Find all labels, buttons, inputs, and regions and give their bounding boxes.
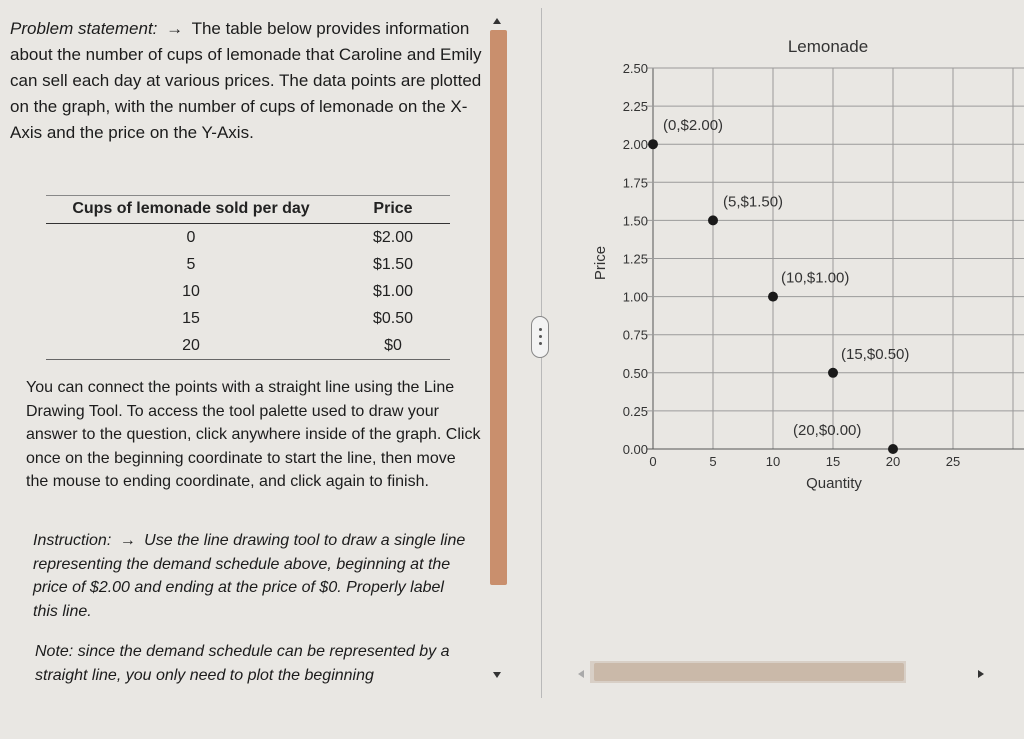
cell-cups: 0 [186, 228, 196, 246]
cell-price: $0 [336, 332, 450, 360]
scroll-left-arrow-icon[interactable] [578, 670, 584, 678]
demand-schedule-table [46, 195, 450, 360]
x-tick-label: 0 [649, 454, 657, 469]
column-header-price: Price [336, 196, 450, 224]
data-point-label: (20,$0.00) [793, 422, 862, 439]
data-point-label: (15,$0.50) [841, 345, 910, 363]
table-header-row [46, 196, 450, 224]
data-point-label: (5,$1.50) [723, 193, 784, 211]
y-tick-label: 0.50 [622, 365, 648, 381]
pane-splitter-handle[interactable] [531, 316, 549, 358]
problem-panel [0, 0, 486, 700]
y-axis-label: Price [592, 245, 609, 281]
y-tick-label: 1.00 [622, 289, 648, 305]
x-tick-label: 5 [709, 454, 717, 469]
problem-label: Problem statement: [10, 19, 158, 38]
data-point [708, 215, 718, 225]
arrow-icon: → [166, 19, 184, 38]
cell-cups: 10 [182, 282, 200, 300]
table-row [46, 305, 450, 332]
problem-text: The table below provides information about the number of cups of lemonade that Caroline and Emily can sell each day at various prices. The data points are plotted on the graph, with the number of cups of lemonade on the X-Axis and the price on the Y-Axis. [10, 19, 482, 142]
y-tick-label: 0.75 [622, 327, 648, 343]
scroll-right-arrow-icon[interactable] [978, 670, 984, 678]
y-tick-label: 0.25 [622, 403, 648, 419]
problem-statement [10, 16, 482, 146]
table-row [46, 251, 450, 278]
instruction-label: Instruction: [33, 532, 112, 549]
x-tick-label: 20 [885, 454, 901, 469]
x-tick-label: 15 [825, 454, 841, 469]
data-point [648, 139, 658, 149]
horizontal-scrollbar-thumb[interactable] [594, 663, 904, 681]
x-tick-label: 25 [945, 454, 961, 469]
instruction-body: Use the line drawing tool to draw a single line representing the demand schedule above, beginning at the price of $2.00 and ending at the price of $0. Properly label this line. [33, 532, 466, 620]
y-tick-label: 2.00 [622, 137, 648, 153]
connect-instructions: You can connect the points with a straight line using the Line Drawing Tool. To access the tool palette used to draw your answer to the question, click anywhere inside of the graph. Click once on the beginning coordinate to start the line, then move the mouse to ending coordinate, and click again to finish. [26, 379, 481, 490]
y-tick-label: 1.50 [622, 213, 648, 229]
y-tick-label: 1.25 [622, 251, 648, 267]
y-tick-label: 2.25 [622, 99, 648, 115]
y-tick-label: 1.75 [622, 175, 648, 191]
data-point [888, 444, 898, 454]
scrollbar-thumb[interactable] [490, 30, 507, 585]
chart-title: Lemonade [787, 37, 869, 56]
table-row [46, 332, 450, 360]
cell-price: $1.50 [372, 255, 414, 273]
cell-price: $1.00 [372, 282, 414, 300]
table-row [46, 224, 450, 252]
cell-price: $0.50 [372, 309, 414, 327]
data-point [828, 368, 838, 378]
cell-price: $2.00 [372, 228, 414, 246]
cell-cups: 5 [186, 255, 196, 273]
data-point-label: (0,$2.00) [663, 117, 724, 135]
lemonade-graph[interactable] [560, 20, 1024, 500]
cell-cups: 15 [182, 309, 200, 327]
scroll-up-arrow-icon[interactable] [493, 18, 501, 24]
note-text: Note: since the demand schedule can be represented by a straight line, you only need to plot the beginning [35, 643, 450, 684]
instruction-text [33, 529, 473, 623]
x-tick-label: 10 [765, 454, 781, 469]
data-point-label: (10,$1.00) [781, 269, 850, 287]
data-point [768, 292, 778, 302]
x-axis-label: Quantity [806, 475, 862, 492]
y-tick-label: 2.50 [622, 61, 648, 76]
chart-points [648, 117, 909, 454]
table-row [46, 278, 450, 305]
scroll-down-arrow-icon[interactable] [493, 672, 501, 678]
arrow-icon: → [119, 532, 136, 549]
column-header-cups: Cups of lemonade sold per day [46, 196, 336, 224]
cell-cups: 20 [46, 332, 336, 360]
y-tick-label: 0.00 [622, 442, 648, 457]
